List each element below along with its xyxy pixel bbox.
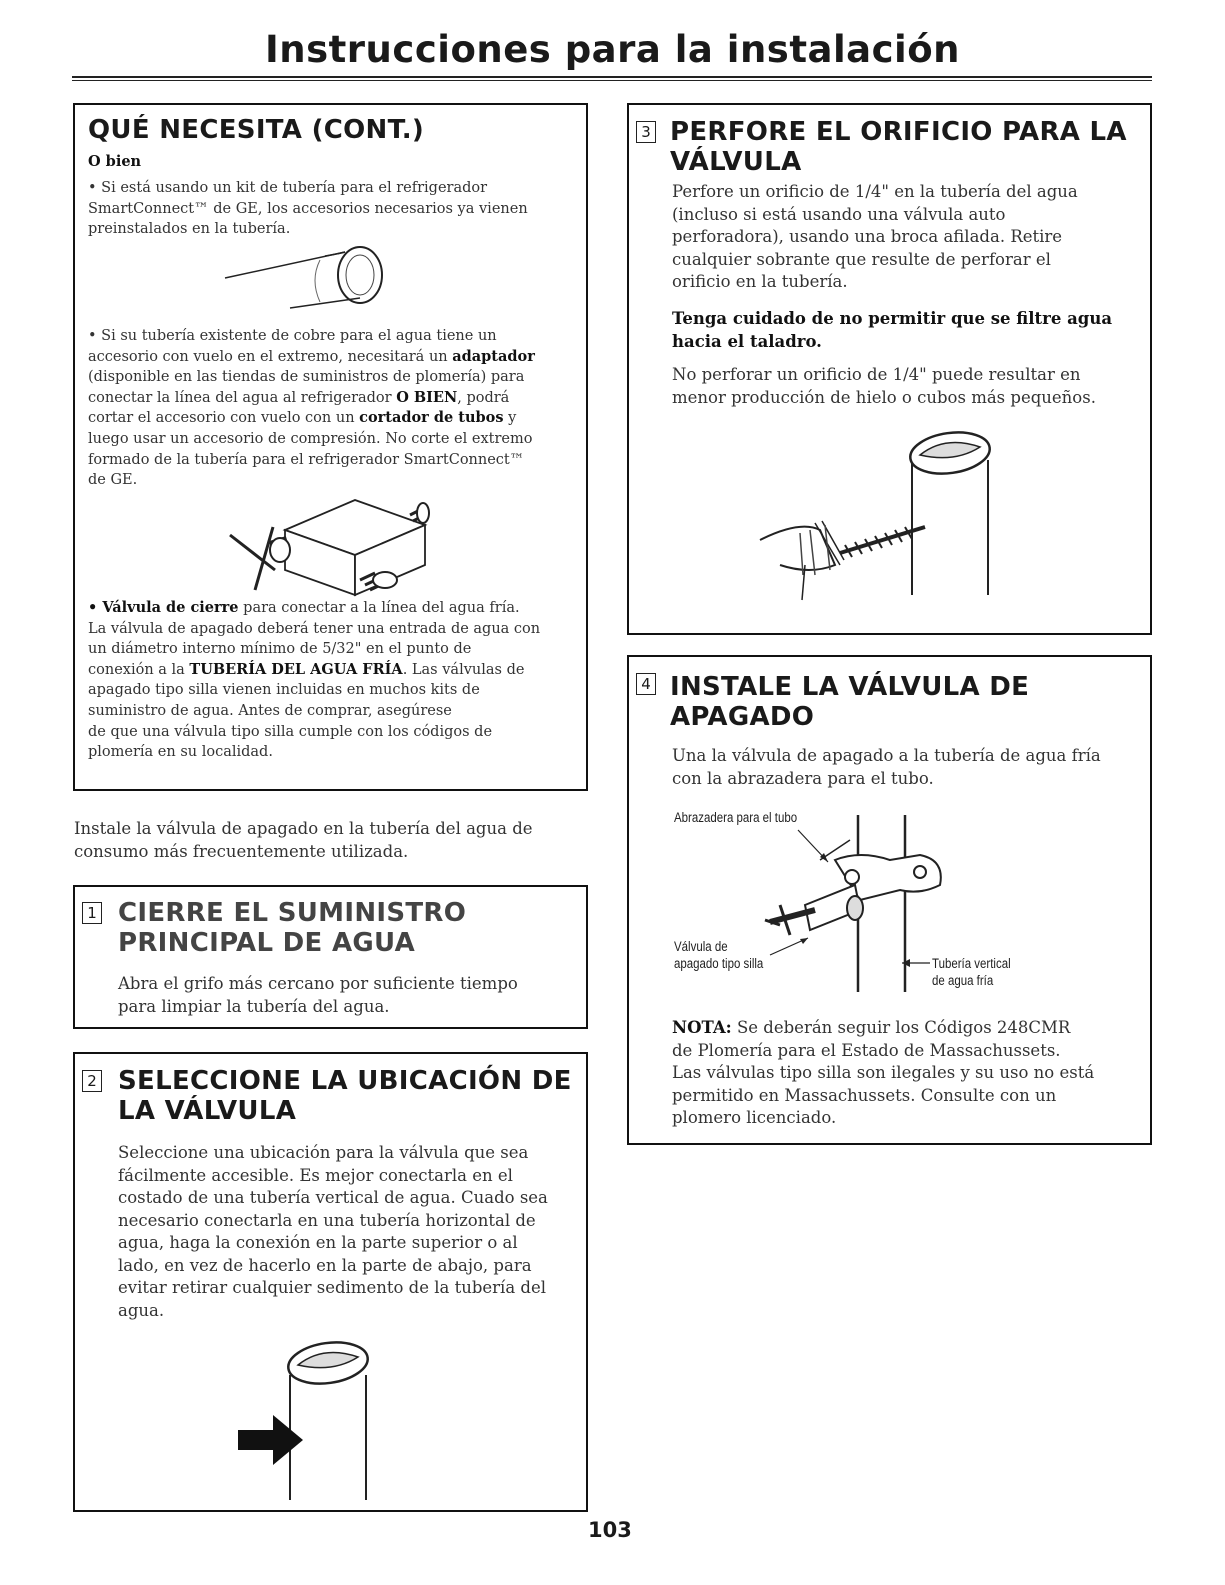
step1-heading: CIERRE EL SUMINISTRO PRINCIPAL DE AGUA [118,898,467,958]
or-label: O bien [88,153,142,170]
shutoff-valve-illustration [225,495,435,600]
tube-illustration [220,240,410,320]
bullet-shutoff-valve: • Válvula de cierre para conectar a la línea del agua fría. La válvula de apagado deberá tener una entrada de agua con un diámetro interno mínimo de 5/32" en el punto de conexión a la TUBERÍA DEL AGUA FRÍA. Las válvulas de apagado tipo silla vienen incluidas en muchos kits de suministro de agua. Antes de comprar, asegúrese de que una válvula tipo silla cumple con los códigos de plomería en su localidad. [88,599,541,761]
step3-text: Perfore un orificio de 1/4" en la tubería del agua (incluso si está usando una válvula auto perforadora), usando una broca afilada. Retire cualquier sobrante que resulte de perforar el orificio en la tubería. [672,182,1078,291]
what-you-need-heading: QUÉ NECESITA (CONT.) [88,115,425,145]
step3-note: No perforar un orificio de 1/4" puede resultar en menor producción de hielo o cubos más pequeños. [672,365,1096,407]
intro-paragraph: Instale la válvula de apagado en la tubería del agua de consumo más frecuentemente utilizada. [74,819,533,861]
step2-text: Seleccione una ubicación para la válvula que sea fácilmente accesible. Es mejor conectarla en el costado de una tubería vertical de agua. Cuado sea necesario conectarla en una tubería horizontal de agua, haga la conexión en la parte superior o al lado, en vez de hacerlo en la parte de abajo, para evitar retirar cualquier sedimento de la tubería del agua. [118,1143,548,1320]
step2-heading: SELECCIONE LA UBICACIÓN DE LA VÁLVULA [118,1066,572,1126]
pipe-label: Tubería vertical de agua fría [932,956,1011,988]
page-title: Instrucciones para la instalación [264,28,961,71]
clamp-label: Abrazadera para el tubo [674,810,798,825]
valve-label: Válvula de apagado tipo silla [674,939,764,971]
step3-warning: Tenga cuidado de no permitir que se filtre agua hacia el taladro. [672,309,1113,351]
title-divider [72,76,1152,81]
saddle-valve-illustration [760,810,960,995]
page-number: 103 [588,1518,632,1542]
step4-note: NOTA: Se deberán seguir los Códigos 248CMR de Plomería para el Estado de Massachussets. Las válvulas tipo silla son ilegales y su uso no está permitido en Massachussets. Consulte con un plomero licenciado. [672,1018,1095,1127]
step2-number: 2 [82,1070,102,1092]
step1-number: 1 [82,902,102,924]
step1-text: Abra el grifo más cercano por suficiente tiempo para limpiar la tubería del agua. [118,974,518,1016]
bullet-flared-fitting: • Si su tubería existente de cobre para el agua tiene un accesorio con vuelo en el extremo, necesitará un adaptador (disponible en las tiendas de suministros de plomería) para conectar la línea del agua al refrigerador O BIEN, podrá cortar el accesorio con vuelo con un cortador de tubos y luego usar un accesorio de compresión. No corte el extremo formado de la tubería para el refrigerador SmartConnect™ de GE. [88,328,535,489]
step4-number: 4 [636,673,656,695]
drill-illustration [740,425,1000,610]
step4-heading: INSTALE LA VÁLVULA DE APAGADO [670,672,1030,732]
bullet-smartconnect: • Si está usando un kit de tubería para el refrigerador SmartConnect™ de GE, los accesorios necesarios ya vienen preinstalados en la tubería. [88,180,528,238]
pipe-arrow-illustration [228,1335,378,1505]
step3-number: 3 [636,121,656,143]
step4-text: Una la válvula de apagado a la tubería de agua fría con la abrazadera para el tubo. [672,746,1101,788]
step3-heading: PERFORE EL ORIFICIO PARA LA VÁLVULA [670,117,1127,177]
